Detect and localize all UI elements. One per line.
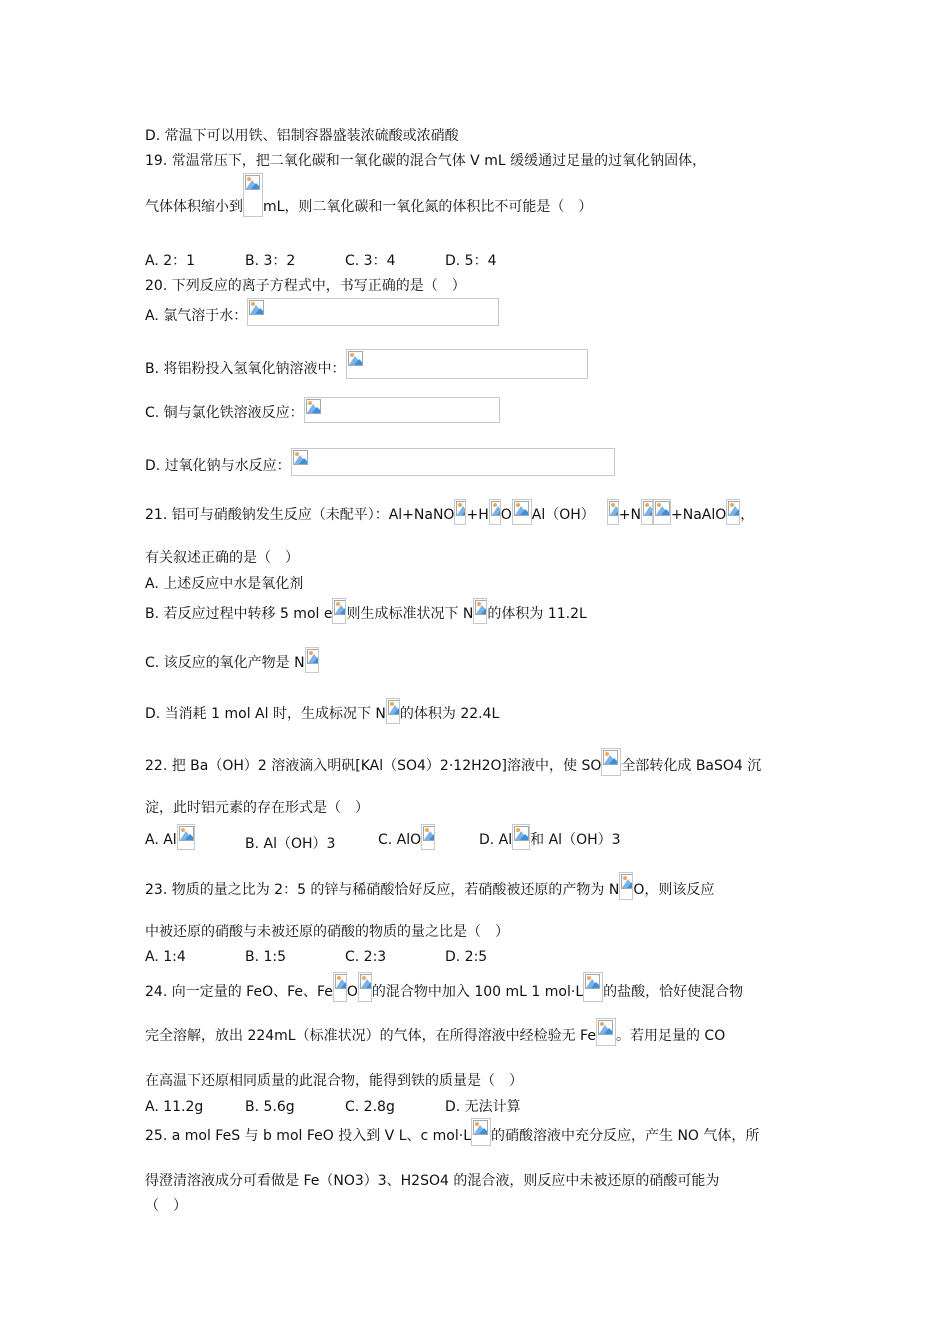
q20-option-d: [145, 448, 615, 476]
q23-option-b: B. 1:5: [245, 949, 287, 965]
q20-option-b: [145, 349, 588, 379]
formula-image: [243, 173, 263, 217]
q19-option-a: A. 2：1: [145, 253, 196, 269]
formula-image: [489, 499, 501, 525]
broken-image-icon: [655, 501, 670, 516]
q22-option-d: [479, 824, 621, 850]
broken-image-icon: [514, 826, 529, 841]
broken-image-icon: [598, 1020, 613, 1035]
broken-image-icon: [334, 600, 346, 615]
formula-image: [619, 872, 633, 900]
q22-option-b: B. Al（OH）3: [245, 836, 336, 852]
q19-option-b: B. 3：2: [245, 253, 296, 269]
q20-option-b-text: B. 将铝粉投入氢氧化钠溶液中：: [145, 361, 346, 377]
formula-image: [332, 598, 346, 624]
q24-stem-line1: [145, 972, 743, 1002]
q21-option-b-text: B. 若反应过程中转移 5 mol e: [145, 606, 333, 622]
q21-option-d-text: D. 当消耗 1 mol Al 时，生成标况下 N: [145, 706, 386, 722]
q24-stem-line2: [145, 1018, 725, 1046]
broken-image-icon: [335, 974, 347, 989]
formula-image: [607, 499, 619, 525]
q21-option-c-text: C. 该反应的氧化产物是 N: [145, 655, 305, 671]
formula-image: [454, 499, 466, 525]
formula-image: [333, 972, 347, 1002]
q22-option-c: [378, 824, 435, 850]
q25-text: 的硝酸溶液中充分反应，产生 NO 气体，所: [491, 1128, 760, 1144]
q23-text: 23. 物质的量之比为 2：5 的锌与稀硝酸恰好反应，若硝酸被还原的产物为 N: [145, 882, 620, 898]
q24-option-c: C. 2.8g: [345, 1099, 395, 1115]
q22-option-a: [145, 824, 195, 850]
broken-image-icon: [307, 649, 319, 664]
broken-image-icon: [585, 974, 600, 989]
q19-text-a: 气体体积缩小到: [145, 199, 243, 215]
q20-option-a-text: A. 氯气溶于水：: [145, 308, 248, 324]
q21-text: +NaAlO: [670, 507, 727, 523]
formula-image: [421, 824, 435, 850]
broken-image-icon: [473, 1120, 488, 1135]
q21-option-a: A. 上述反应中水是氧化剂: [145, 576, 304, 592]
q18-option-d: D. 常温下可以用铁、铝制容器盛装浓硫酸或浓硝酸: [145, 128, 459, 144]
formula-image: [247, 298, 499, 326]
q21-text: O: [500, 507, 512, 523]
q22-text: 22. 把 Ba（OH）2 溶液滴入明矾[KAl（SO4）2·12H2O]溶液中，使 SO: [145, 758, 602, 774]
q22-option-c-text: C. AlO: [378, 832, 422, 848]
formula-image: [291, 448, 615, 476]
q21-option-b: [145, 598, 587, 624]
q21-option-b-text: 则生成标准状况下 N: [346, 606, 474, 622]
q23-stem-line2: 中被还原的硝酸与未被还原的硝酸的物质的量之比是（ ）: [145, 924, 509, 940]
formula-image: [346, 349, 588, 379]
q21-option-b-text: 的体积为 11.2L: [487, 606, 587, 622]
q24-option-a: A. 11.2g: [145, 1099, 204, 1115]
q23-option-d: D. 2:5: [445, 949, 488, 965]
formula-image: [471, 1118, 491, 1146]
q24-text: 。若用足量的 CO: [615, 1028, 726, 1044]
formula-image: [596, 1018, 616, 1046]
q24-text: 的盐酸，恰好使混合物: [603, 984, 744, 1000]
q21-stem-line2: 有关叙述正确的是（ ）: [145, 550, 299, 566]
q23-stem-line1: [145, 872, 714, 900]
q22-option-a-text: A. Al: [145, 832, 177, 848]
q21-text: +H: [466, 507, 489, 523]
q22-option-d-text: 和 Al（OH）3: [530, 832, 621, 848]
formula-image: [512, 824, 530, 850]
q23-option-a: A. 1:4: [145, 949, 186, 965]
q21-text: +N: [618, 507, 641, 523]
q22-text: 全部转化成 BaSO4 沉: [621, 758, 762, 774]
broken-image-icon: [388, 700, 400, 715]
q24-option-d: D. 无法计算: [445, 1099, 521, 1115]
q21-option-d-text: 的体积为 22.4L: [399, 706, 500, 722]
q21-text: Al（OH）: [531, 507, 595, 523]
broken-image-icon: [621, 874, 633, 889]
broken-image-icon: [514, 501, 529, 516]
q24-option-b: B. 5.6g: [245, 1099, 295, 1115]
formula-image: [512, 499, 532, 525]
broken-image-icon: [306, 399, 321, 414]
broken-image-icon: [423, 826, 435, 841]
broken-image-icon: [348, 351, 363, 366]
formula-image: [358, 972, 372, 1002]
formula-image: [601, 748, 621, 776]
q24-stem-line3: 在高温下还原相同质量的此混合物，能得到铁的质量是（ ）: [145, 1073, 523, 1089]
q19-option-c: C. 3：4: [345, 253, 396, 269]
q19-stem-line2: [145, 173, 592, 217]
broken-image-icon: [456, 501, 466, 516]
formula-image: [583, 972, 603, 1002]
q25-stem-line1: [145, 1118, 759, 1146]
q22-option-d-text: D. Al: [479, 832, 513, 848]
q20-option-d-text: D. 过氧化钠与水反应：: [145, 458, 291, 474]
broken-image-icon: [179, 826, 194, 841]
broken-image-icon: [609, 501, 619, 516]
formula-image: [641, 499, 653, 525]
broken-image-icon: [603, 750, 618, 765]
q24-text: O: [346, 984, 358, 1000]
broken-image-icon: [360, 974, 372, 989]
broken-image-icon: [728, 501, 740, 516]
q21-stem-line1: [145, 499, 754, 525]
q25-stem-line3: （ ）: [145, 1198, 187, 1214]
q21-text: 21. 铝可与硝酸钠发生反应（未配平）：Al+NaNO: [145, 507, 455, 523]
q19-text-b: mL，则二氧化碳和一氧化氮的体积比不可能是（ ）: [263, 199, 593, 215]
q23-option-c: C. 2:3: [345, 949, 387, 965]
broken-image-icon: [249, 300, 264, 315]
q19-stem-line1: 19. 常温常压下，把二氧化碳和一氧化碳的混合气体 V mL 缓缓通过足量的过氧化钠固体，: [145, 153, 707, 169]
q20-stem: 20. 下列反应的离子方程式中，书写正确的是（ ）: [145, 278, 466, 294]
formula-image: [304, 397, 500, 423]
formula-image: [726, 499, 740, 525]
q20-option-a: [145, 298, 499, 326]
q22-stem-line2: 淀，此时铝元素的存在形式是（ ）: [145, 800, 369, 816]
broken-image-icon: [643, 501, 653, 516]
broken-image-icon: [475, 600, 487, 615]
q24-text: 的混合物中加入 100 mL 1 mol·L: [371, 984, 584, 1000]
q24-text: 完全溶解，放出 224mL（标准状况）的气体，在所得溶液中经检验无 Fe: [145, 1028, 596, 1044]
broken-image-icon: [293, 450, 308, 465]
q21-text: ，: [740, 507, 755, 523]
q21-option-c: [145, 647, 319, 673]
q21-option-d: [145, 698, 499, 724]
q25-stem-line2: 得澄清溶液成分可看做是 Fe（NO3）3、H2SO4 的混合液，则反应中未被还原的硝酸可能为: [145, 1173, 720, 1189]
broken-image-icon: [491, 501, 501, 516]
q19-option-d: D. 5：4: [445, 253, 497, 269]
formula-image: [177, 824, 195, 850]
formula-image: [473, 598, 487, 624]
q25-text: 25. a mol FeS 与 b mol FeO 投入到 V L、c mol·L: [145, 1128, 471, 1144]
q24-text: 24. 向一定量的 FeO、Fe、Fe: [145, 984, 333, 1000]
q23-text: O，则该反应: [633, 882, 715, 898]
formula-image: [305, 647, 319, 673]
q20-option-c: [145, 397, 500, 423]
broken-image-icon: [245, 175, 260, 190]
formula-image: [386, 698, 400, 724]
q20-option-c-text: C. 铜与氯化铁溶液反应：: [145, 405, 304, 421]
formula-image: [653, 499, 671, 525]
q22-stem-line1: [145, 748, 761, 776]
